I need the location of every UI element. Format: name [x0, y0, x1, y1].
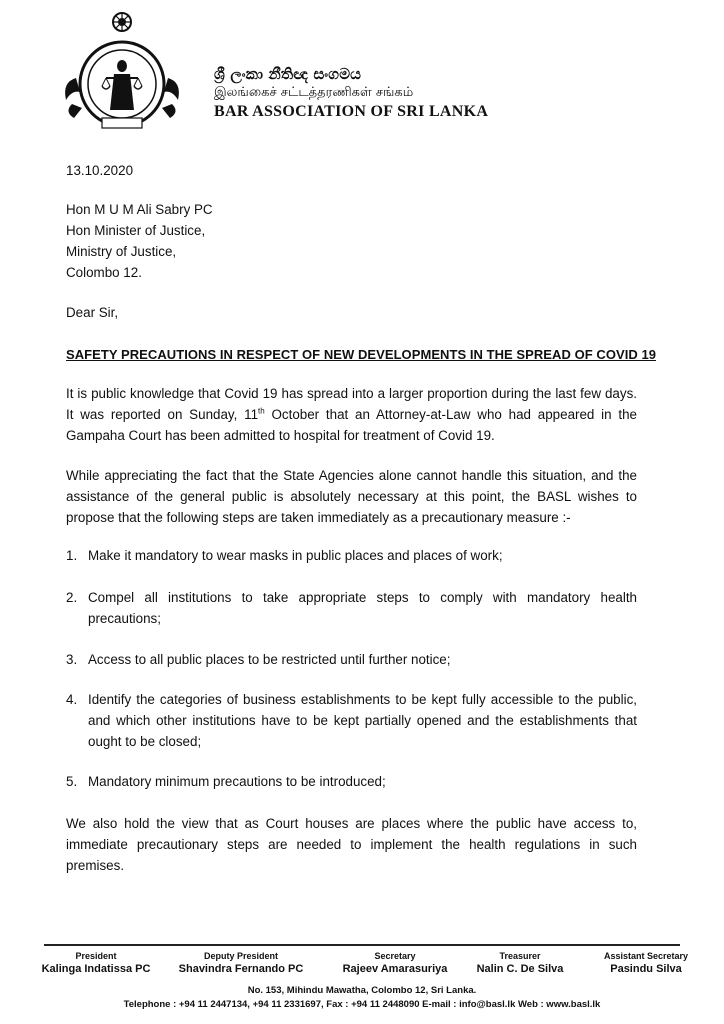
org-name-english: BAR ASSOCIATION OF SRI LANKA [214, 103, 489, 120]
officer-role: Secretary [374, 951, 416, 961]
list-item-text: Compel all institutions to take appropriate steps to comply with mandatory health precautions; [88, 590, 637, 626]
officer-treasurer [470, 950, 570, 977]
officer-president [40, 950, 152, 977]
list-item-text: Make it mandatory to wear masks in public places and places of work; [88, 548, 503, 563]
list-item [66, 545, 637, 566]
officer-secretary [336, 950, 454, 977]
recipient-line: Ministry of Justice, [66, 244, 177, 259]
letter-date: 13.10.2020 [66, 163, 134, 178]
officer-name: Shavindra Fernando PC [178, 963, 304, 975]
list-item-number: 4. [66, 692, 78, 707]
list-item-number: 3. [66, 652, 78, 667]
basl-emblem-logo [58, 8, 188, 136]
list-item-text: Identify the categories of business establishments to be kept fully accessible to the public, and which other institutions have to be kept partially opened and the establishments that ought to be closed; [88, 692, 637, 749]
recipient-address [66, 199, 213, 283]
officer-role: President [75, 951, 117, 961]
list-item-number: 1. [66, 548, 78, 563]
officer-assistant-secretary [588, 950, 704, 977]
footer-contact: Telephone : +94 11 2447134, +94 11 2331697, Fax : +94 11 2448090 E-mail : info@basl.lk Web : www.basl.lk [123, 999, 601, 1010]
officer-role: Treasurer [499, 951, 541, 961]
recipient-line: Colombo 12. [66, 265, 142, 280]
list-item [66, 649, 637, 670]
list-item [66, 689, 637, 752]
list-item-text: Mandatory minimum precautions to be introduced; [88, 774, 386, 789]
officer-role: Deputy President [203, 951, 279, 961]
recipient-line: Hon Minister of Justice, [66, 223, 206, 238]
paragraph-1 [66, 383, 637, 446]
officer-name: Nalin C. De Silva [476, 963, 564, 975]
paragraph-1-text-b: October that an Attorney-at-Law who had appeared in the Gampaha Court has been admitted to hospital for treatment of Covid 19. [66, 407, 637, 443]
officer-deputy-president [176, 950, 306, 977]
paragraph-1-text-a: It is public knowledge that Covid 19 has spread into a larger proportion during the last few days. It was reported on Sunday, 11 [66, 386, 637, 422]
list-item [66, 587, 637, 629]
paragraph-3: We also hold the view that as Court houses are places where the public have access to, immediate precautionary steps are needed to implement the health regulations in such premises. [66, 816, 637, 873]
salutation: Dear Sir, [66, 305, 119, 320]
footer-address: No. 153, Mihindu Mawatha, Colombo 12, Sri Lanka. [247, 985, 477, 996]
list-item [66, 771, 637, 792]
org-name-sinhala: ශ්‍රී ලංකා නීතිඥ සංගමය [214, 65, 362, 83]
officer-role: Assistant Secretary [603, 951, 689, 961]
officer-name: Rajeev Amarasuriya [342, 963, 448, 975]
list-item-text: Access to all public places to be restricted until further notice; [88, 652, 451, 667]
paragraph-2: While appreciating the fact that the State Agencies alone cannot handle this situation, and the assistance of the general public is absolutely necessary at this point, the BASL wishes to propose that the following steps are taken immediately as a precautionary measure :- [66, 468, 637, 525]
ordinal-superscript: th [258, 406, 265, 416]
list-item-number: 5. [66, 774, 78, 789]
officer-name: Pasindu Silva [610, 963, 682, 975]
footer-divider [44, 944, 680, 946]
officer-name: Kalinga Indatissa PC [41, 963, 151, 975]
org-name-block [214, 64, 488, 122]
list-item-number: 2. [66, 590, 78, 605]
subject-line: SAFETY PRECAUTIONS IN RESPECT OF NEW DEVELOPMENTS IN THE SPREAD OF COVID 19 [66, 347, 657, 362]
org-name-tamil: இலங்கைச் சட்டத்தரணிகள் சங்கம் [214, 85, 414, 100]
recipient-line: Hon M U M Ali Sabry PC [66, 202, 213, 217]
